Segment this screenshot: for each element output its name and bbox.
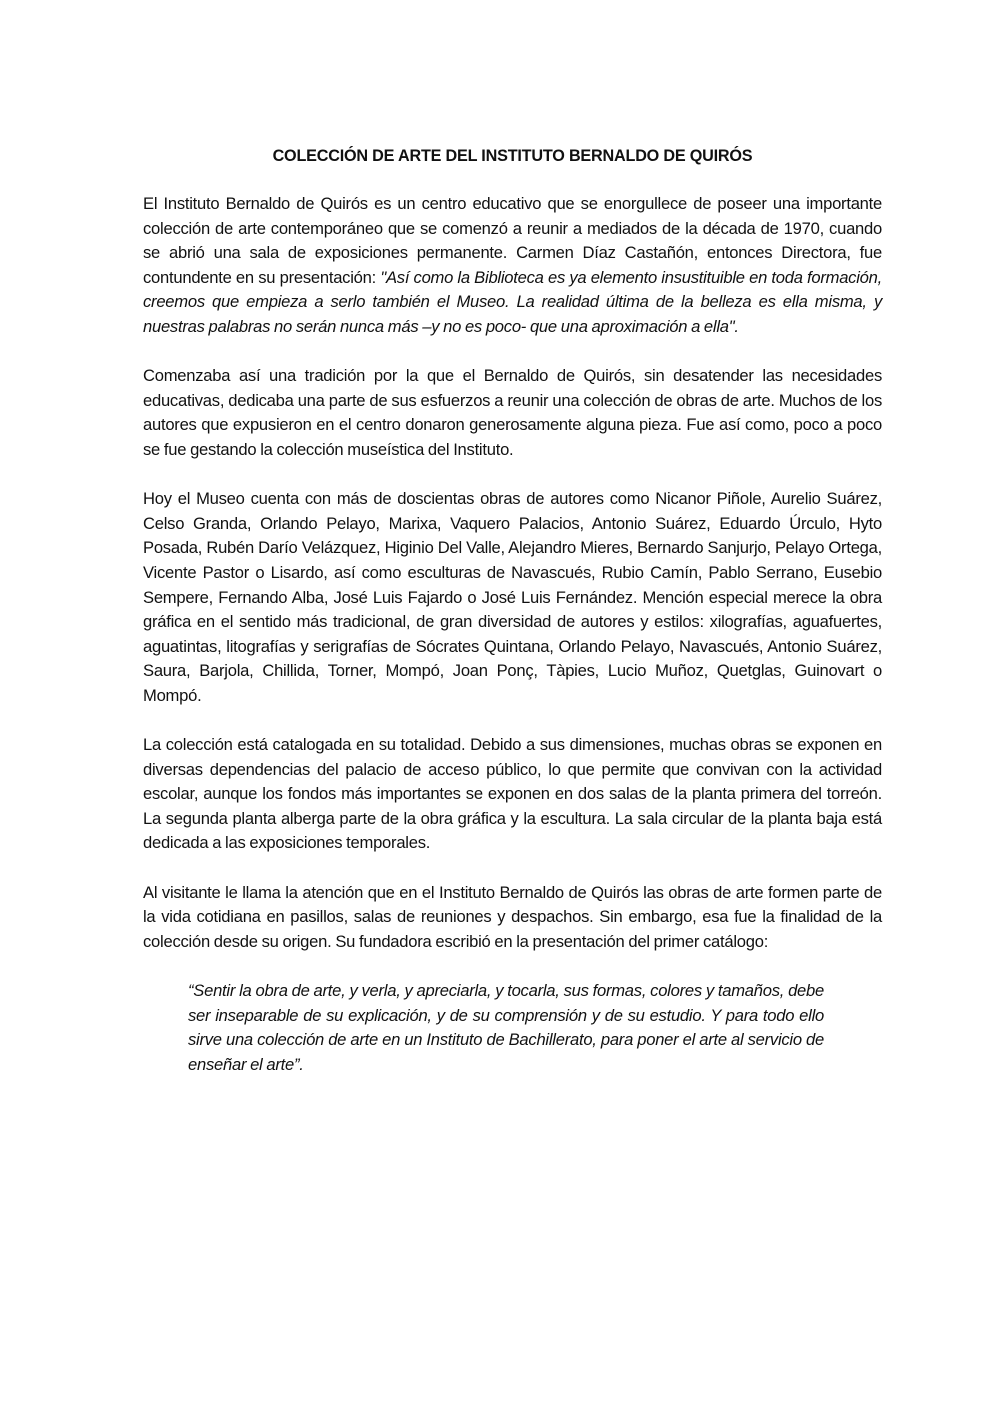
paragraph-intro-text: El Instituto Bernaldo de Quirós es un centro educativo que se enorgullece de poseer una importante colección de arte contemporáneo que se comenzó a reunir a mediados de la década de 1970, cuando se abrió una sala de exposiciones permanente. Carmen Díaz Castañón, entonces Directora, fue contundente en su presentación: bbox=[143, 194, 882, 287]
paragraph-intro bbox=[143, 192, 882, 340]
paragraph-visitor: Al visitante le llama la atención que en el Instituto Bernaldo de Quirós las obras de arte formen parte de la vida cotidiana en pasillos, salas de reuniones y despachos. Sin embargo, esa fue la finalidad de la colección desde su origen. Su fundadora escribió en la presentación del primer catálogo: bbox=[143, 882, 882, 951]
founder-block-quote: “Sentir la obra de arte, y verla, y apreciarla, y tocarla, sus formas, colores y tamaños, debe ser inseparable de su explicación, y de su comprensión y de su estudio. Y para todo ello sirve una colección de arte en un Instituto de Bachillerato, para poner el arte al servicio de enseñar el arte”. bbox=[188, 981, 824, 1074]
paragraph-authors: Hoy el Museo cuenta con más de doscientas obras de autores como Nicanor Piñole, Aurelio Suárez, Celso Granda, Orlando Pelayo, Marixa, Vaquero Palacios, Antonio Suárez, Eduardo Úrculo, Hyto Posada, Rubén Darío Velázquez, Higinio Del Valle, Alejandro Mieres, Bernardo Sanjurjo, Pelayo Ortega, Vicente Pastor o Lisardo, así como esculturas de Navascués, Rubio Camín, Pablo Serrano, Eusebio Sempere, Fernando Alba, José Luis Fajardo o José Luis Fernández. Mención especial merece la obra gráfica en el sentido más tradicional, de gran diversidad de autores y estilos: xilografías, aguafuertes, aguatintas, litografías y serigrafías de Sócrates Quintana, Orlando Pelayo, Navascués, Antonio Suárez, Saura, Barjola, Chillida, Torner, Mompó, Joan Ponç, Tàpies, Lucio Muñoz, Quetglas, Guinovart o Mompó. bbox=[143, 489, 882, 705]
paragraph-catalog: La colección está catalogada en su totalidad. Debido a sus dimensiones, muchas obras se exponen en diversas dependencias del palacio de acceso público, lo que permite que convivan con la actividad escolar, aunque los fondos más importantes se exponen en dos salas de la planta primera del torreón. La segunda planta alberga parte de la obra gráfica y la escultura. La sala circular de la planta baja está dedicada a las exposiciones temporales. bbox=[143, 735, 882, 853]
document-page bbox=[143, 144, 882, 1077]
director-quote: "Así como la Biblioteca es ya elemento insustituible en toda formación, creemos que empieza a serlo también el Museo. La realidad última de la belleza es ella misma, y nuestras palabras no serán nunca más –y no es poco- que una aproximación a ella". bbox=[143, 267, 882, 336]
document-title: COLECCIÓN DE ARTE DEL INSTITUTO BERNALDO DE QUIRÓS bbox=[272, 147, 753, 165]
paragraph-tradition: Comenzaba así una tradición por la que el Bernaldo de Quirós, sin desatender las necesidades educativas, dedicaba una parte de sus esfuerzos a reunir una colección de obras de arte. Muchos de los autores que expusieron en el centro donaron generosamente alguna pieza. Fue así como, poco a poco se fue gestando la colección museística del Instituto. bbox=[143, 366, 882, 459]
